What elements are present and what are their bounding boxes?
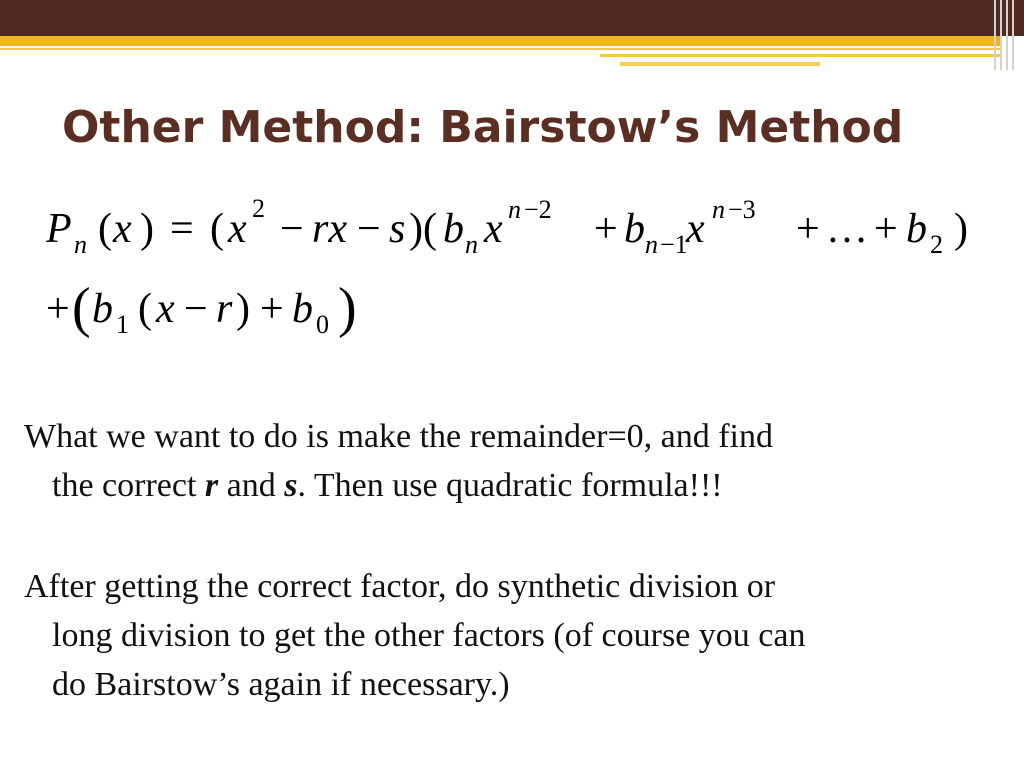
header-stripe xyxy=(1012,0,1014,70)
svg-text:b: b xyxy=(624,206,645,252)
svg-text:): ) xyxy=(140,206,154,252)
paragraph-line: After getting the correct factor, do synthetic division or xyxy=(24,568,776,605)
svg-text:1: 1 xyxy=(116,310,129,339)
svg-text:(: ( xyxy=(72,277,91,339)
slide-title: Other Method: Bairstow’s Method xyxy=(62,102,904,153)
paragraph-line xyxy=(24,461,1014,510)
paragraph-line: What we want to do is make the remainder=0, and find xyxy=(24,418,773,455)
svg-text:…: … xyxy=(826,206,868,252)
paragraph-line: long division to get the other factors (of course you can xyxy=(52,617,806,654)
svg-text:0: 0 xyxy=(316,310,329,339)
header-gold-line xyxy=(0,48,1000,50)
svg-text:=: = xyxy=(170,206,194,252)
svg-text:n: n xyxy=(74,230,87,259)
svg-text:−: − xyxy=(184,286,208,332)
paragraph-text: and xyxy=(218,467,285,504)
paragraph-remainder xyxy=(24,412,1014,510)
header-stripe xyxy=(1000,0,1002,70)
svg-text:n: n xyxy=(712,195,725,224)
svg-text:): ) xyxy=(338,277,357,339)
svg-text:−1: −1 xyxy=(660,230,688,259)
svg-text:2: 2 xyxy=(930,230,943,259)
header-stripe xyxy=(1006,0,1008,70)
svg-text:x: x xyxy=(484,206,503,252)
svg-text:x: x xyxy=(228,206,247,252)
paragraph-line: do Bairstow’s again if necessary.) xyxy=(52,666,510,703)
variable-r: r xyxy=(204,467,219,504)
svg-text:x: x xyxy=(686,206,705,252)
svg-text:x: x xyxy=(113,206,132,252)
svg-text:P: P xyxy=(46,206,72,252)
svg-text:(: ( xyxy=(138,286,152,332)
variable-s: s xyxy=(284,467,298,504)
svg-text:+: + xyxy=(46,286,70,332)
svg-text:n: n xyxy=(645,230,658,259)
header-stripe xyxy=(994,0,996,70)
header-gold-line xyxy=(620,62,820,66)
svg-text:): ) xyxy=(954,206,968,252)
svg-text:x: x xyxy=(156,286,175,332)
svg-text:b: b xyxy=(92,286,113,332)
paragraph-text: the correct xyxy=(52,467,205,504)
svg-text:rx: rx xyxy=(312,206,347,252)
svg-text:): ) xyxy=(236,286,250,332)
svg-text:(: ( xyxy=(98,206,112,252)
svg-text:2: 2 xyxy=(252,194,265,223)
svg-text:−: − xyxy=(280,206,304,252)
bairstow-equation xyxy=(0,185,1024,355)
svg-text:b: b xyxy=(443,206,464,252)
header-bar xyxy=(0,0,1024,36)
svg-text:n: n xyxy=(465,230,478,259)
svg-text:+: + xyxy=(796,206,820,252)
svg-text:−: − xyxy=(357,206,381,252)
svg-text:b: b xyxy=(292,286,313,332)
svg-text:+: + xyxy=(260,286,284,332)
svg-text:−3: −3 xyxy=(728,195,756,224)
paragraph-factor xyxy=(24,562,1014,709)
svg-text:b: b xyxy=(906,206,927,252)
svg-text:n: n xyxy=(508,195,521,224)
svg-text:)(: )( xyxy=(409,206,437,252)
header-gold-line xyxy=(600,54,1000,57)
svg-text:+: + xyxy=(594,206,618,252)
svg-text:(: ( xyxy=(210,206,224,252)
equation-line1 xyxy=(45,194,968,259)
svg-text:s: s xyxy=(389,206,406,252)
svg-text:r: r xyxy=(216,286,233,332)
svg-text:−2: −2 xyxy=(524,195,552,224)
equation-line2 xyxy=(46,277,357,339)
header-gold-band xyxy=(0,36,1000,46)
paragraph-text: . Then use quadratic formula!!! xyxy=(297,467,723,504)
svg-text:+: + xyxy=(874,206,898,252)
